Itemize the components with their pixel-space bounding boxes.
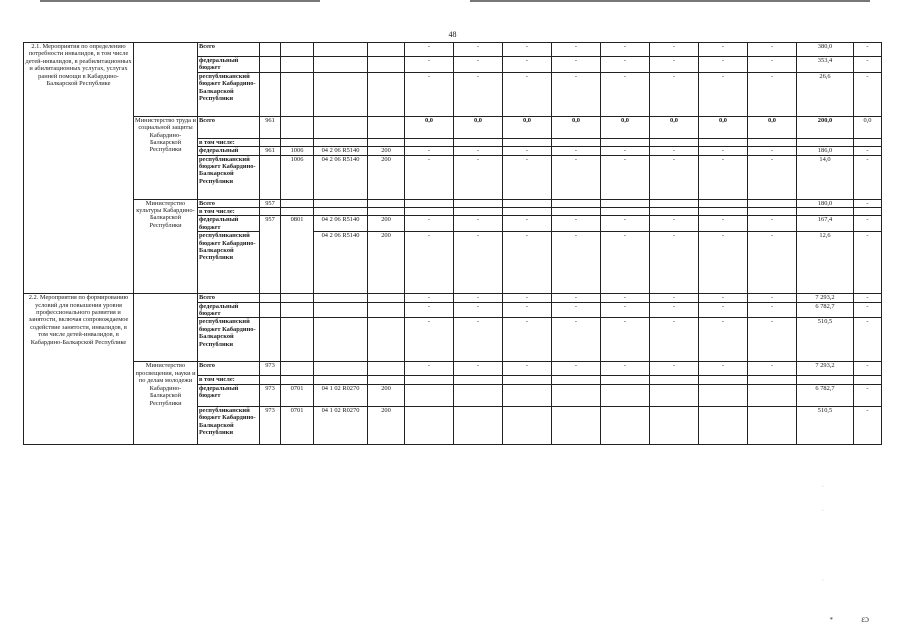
- funding-source: Всего: [198, 294, 260, 302]
- corner-mark: ɛɔ: [861, 614, 869, 624]
- year-value: -: [601, 216, 650, 232]
- extra-value: -: [854, 72, 882, 116]
- funding-source: Всего: [198, 199, 260, 207]
- extra-value: -: [854, 155, 882, 199]
- scan-edge-line-right: [470, 0, 870, 2]
- csr-code: [314, 318, 368, 362]
- year-value: [748, 384, 797, 406]
- rzpr-code: [281, 362, 314, 376]
- funding-source: Всего: [198, 362, 260, 376]
- year-value: -: [503, 216, 552, 232]
- year-value: [699, 384, 748, 406]
- year-value: [650, 384, 699, 406]
- csr-code: 04 1 02 R0270: [314, 384, 368, 406]
- total-value: 180,0: [797, 199, 854, 207]
- year-value: -: [748, 318, 797, 362]
- year-value: -: [650, 362, 699, 376]
- year-value: [552, 376, 601, 384]
- year-value: -: [601, 232, 650, 294]
- year-value: -: [405, 155, 454, 199]
- year-value: -: [650, 147, 699, 155]
- year-value: -: [748, 43, 797, 57]
- year-value: -: [601, 318, 650, 362]
- year-value: [405, 199, 454, 207]
- scan-speck: ·: [822, 578, 824, 584]
- year-value: -: [699, 57, 748, 73]
- year-value: -: [454, 72, 503, 116]
- csr-code: 04 2 06 R5140: [314, 147, 368, 155]
- vr-code: [368, 72, 405, 116]
- year-value: [601, 384, 650, 406]
- grbs-code: 961: [260, 147, 281, 155]
- year-value: -: [503, 43, 552, 57]
- vr-code: [368, 208, 405, 216]
- year-value: -: [699, 362, 748, 376]
- csr-code: [314, 43, 368, 57]
- year-value: -: [699, 147, 748, 155]
- year-value: [503, 384, 552, 406]
- year-value: -: [650, 72, 699, 116]
- total-value: 26,6: [797, 72, 854, 116]
- year-value: -: [405, 43, 454, 57]
- funding-source: Всего: [198, 116, 260, 138]
- year-value: -: [454, 318, 503, 362]
- year-value: [405, 208, 454, 216]
- responsible-executor: [134, 294, 198, 362]
- year-value: -: [454, 43, 503, 57]
- year-value: [454, 138, 503, 146]
- rzpr-code: 0701: [281, 384, 314, 406]
- vr-code: [368, 199, 405, 207]
- year-value: -: [405, 318, 454, 362]
- total-value: 6 782,7: [797, 384, 854, 406]
- rzpr-code: [281, 116, 314, 138]
- year-value: -: [503, 362, 552, 376]
- responsible-executor: [134, 43, 198, 117]
- table-row: [24, 362, 882, 376]
- year-value: -: [601, 155, 650, 199]
- vr-code: [368, 138, 405, 146]
- year-value: -: [748, 216, 797, 232]
- year-value: [454, 199, 503, 207]
- total-value: 7 293,2: [797, 362, 854, 376]
- year-value: -: [454, 216, 503, 232]
- scan-edge-line-left: [40, 0, 320, 2]
- year-value: [699, 406, 748, 444]
- csr-code: [314, 302, 368, 318]
- year-value: [454, 384, 503, 406]
- year-value: [650, 138, 699, 146]
- extra-value: -: [854, 294, 882, 302]
- year-value: -: [601, 57, 650, 73]
- table-row: [24, 294, 882, 302]
- year-value: -: [699, 72, 748, 116]
- year-value: -: [699, 155, 748, 199]
- year-value: -: [748, 147, 797, 155]
- vr-code: [368, 376, 405, 384]
- year-value: [405, 376, 454, 384]
- year-value: [748, 199, 797, 207]
- year-value: -: [601, 362, 650, 376]
- year-value: -: [503, 302, 552, 318]
- year-value: -: [503, 294, 552, 302]
- csr-code: 04 1 02 R0270: [314, 406, 368, 444]
- extra-value: -: [854, 43, 882, 57]
- year-value: -: [503, 155, 552, 199]
- csr-code: 04 2 06 R5140: [314, 232, 368, 294]
- year-value: -: [503, 147, 552, 155]
- year-value: [601, 406, 650, 444]
- year-value: -: [650, 43, 699, 57]
- grbs-code: [260, 302, 281, 318]
- csr-code: 04 2 06 R5140: [314, 216, 368, 232]
- year-value: [748, 406, 797, 444]
- year-value: -: [503, 232, 552, 294]
- responsible-executor: Министерство просвещения, науки и по делам молодежи Кабардино-Балкарской Республики: [134, 362, 198, 444]
- total-value: 510,5: [797, 406, 854, 444]
- funding-source: федеральный: [198, 147, 260, 155]
- csr-code: [314, 138, 368, 146]
- total-value: [797, 376, 854, 384]
- grbs-code: [260, 376, 281, 384]
- year-value: 0,0: [454, 116, 503, 138]
- year-value: [601, 138, 650, 146]
- extra-value: -: [854, 216, 882, 232]
- year-value: [405, 384, 454, 406]
- year-value: [699, 208, 748, 216]
- year-value: -: [699, 318, 748, 362]
- year-value: [552, 138, 601, 146]
- year-value: [552, 406, 601, 444]
- year-value: -: [748, 155, 797, 199]
- grbs-code: [260, 155, 281, 199]
- vr-code: [368, 294, 405, 302]
- year-value: -: [601, 294, 650, 302]
- vr-code: 200: [368, 155, 405, 199]
- year-value: -: [503, 57, 552, 73]
- year-value: -: [552, 294, 601, 302]
- page-number: 48: [448, 30, 457, 39]
- year-value: [748, 138, 797, 146]
- year-value: 0,0: [650, 116, 699, 138]
- year-value: -: [405, 302, 454, 318]
- year-value: -: [405, 232, 454, 294]
- rzpr-code: 0801: [281, 216, 314, 294]
- total-value: 12,6: [797, 232, 854, 294]
- grbs-code: 961: [260, 116, 281, 138]
- extra-value: [854, 376, 882, 384]
- year-value: -: [454, 155, 503, 199]
- extra-value: 0,0: [854, 116, 882, 138]
- funding-source: в том числе:: [198, 208, 260, 216]
- year-value: -: [552, 57, 601, 73]
- year-value: -: [699, 43, 748, 57]
- activity-description: 2.1. Мероприятия по определению потребности инвалидов, в том числе детей-инвалидов, в реабилитационных и абилитационных услугах, услугах ранней помощи в Кабардино-Балкарской Республике: [24, 43, 134, 294]
- extra-value: -: [854, 362, 882, 376]
- scan-speck: ·: [822, 508, 824, 514]
- funding-source: республиканский бюджет Кабардино-Балкарской Республики: [198, 318, 260, 362]
- funding-source: в том числе:: [198, 138, 260, 146]
- grbs-code: [260, 138, 281, 146]
- grbs-code: 957: [260, 216, 281, 294]
- year-value: -: [601, 302, 650, 318]
- year-value: -: [650, 232, 699, 294]
- year-value: -: [552, 302, 601, 318]
- year-value: -: [748, 294, 797, 302]
- year-value: [699, 376, 748, 384]
- year-value: -: [552, 147, 601, 155]
- scan-speck: ·: [822, 484, 824, 490]
- year-value: 0,0: [699, 116, 748, 138]
- year-value: -: [552, 43, 601, 57]
- total-value: 353,4: [797, 57, 854, 73]
- year-value: -: [748, 72, 797, 116]
- vr-code: 200: [368, 216, 405, 232]
- year-value: [503, 208, 552, 216]
- year-value: -: [405, 147, 454, 155]
- vr-code: [368, 302, 405, 318]
- year-value: -: [748, 362, 797, 376]
- table-row: [24, 116, 882, 138]
- year-value: -: [405, 294, 454, 302]
- total-value: [797, 208, 854, 216]
- year-value: -: [454, 232, 503, 294]
- year-value: -: [699, 302, 748, 318]
- total-value: 6 782,7: [797, 302, 854, 318]
- activity-description: 2.2. Мероприятия по формированию условий для повышения уровня профессионального развития и занятости, включая сопровождаемое содействие занятости, инвалидов, в том числе детей-инвалидов, в Кабардино-Балкарской Республике: [24, 294, 134, 445]
- extra-value: [854, 208, 882, 216]
- year-value: -: [748, 232, 797, 294]
- funding-source: республиканский бюджет Кабардино-Балкарской Республики: [198, 72, 260, 116]
- funding-source: федеральный бюджет: [198, 302, 260, 318]
- funding-source: в том числе:: [198, 376, 260, 384]
- year-value: -: [650, 318, 699, 362]
- extra-value: -: [854, 199, 882, 207]
- rzpr-code: [281, 302, 314, 318]
- grbs-code: [260, 43, 281, 57]
- year-value: [699, 199, 748, 207]
- total-value: 380,0: [797, 43, 854, 57]
- corner-mark-small: *: [829, 616, 833, 624]
- year-value: -: [699, 216, 748, 232]
- rzpr-code: 0701: [281, 406, 314, 444]
- vr-code: [368, 362, 405, 376]
- year-value: -: [552, 362, 601, 376]
- csr-code: [314, 294, 368, 302]
- vr-code: 200: [368, 232, 405, 294]
- table-row: [24, 43, 882, 57]
- rzpr-code: [281, 294, 314, 302]
- year-value: [405, 406, 454, 444]
- year-value: -: [552, 232, 601, 294]
- year-value: [503, 199, 552, 207]
- year-value: 0,0: [405, 116, 454, 138]
- total-value: 14,0: [797, 155, 854, 199]
- csr-code: [314, 199, 368, 207]
- year-value: -: [650, 216, 699, 232]
- year-value: -: [454, 294, 503, 302]
- extra-value: -: [854, 147, 882, 155]
- csr-code: [314, 116, 368, 138]
- grbs-code: [260, 72, 281, 116]
- extra-value: -: [854, 232, 882, 294]
- extra-value: -: [854, 318, 882, 362]
- year-value: [454, 406, 503, 444]
- rzpr-code: [281, 57, 314, 73]
- grbs-code: [260, 57, 281, 73]
- vr-code: 200: [368, 384, 405, 406]
- grbs-code: 973: [260, 384, 281, 406]
- year-value: -: [552, 155, 601, 199]
- vr-code: [368, 43, 405, 57]
- funding-source: федеральный бюджет: [198, 384, 260, 406]
- total-value: 200,0: [797, 116, 854, 138]
- year-value: [552, 199, 601, 207]
- vr-code: 200: [368, 147, 405, 155]
- year-value: -: [699, 232, 748, 294]
- year-value: -: [552, 72, 601, 116]
- rzpr-code: [281, 43, 314, 57]
- year-value: -: [748, 57, 797, 73]
- year-value: [454, 208, 503, 216]
- extra-value: -: [854, 302, 882, 318]
- year-value: -: [503, 72, 552, 116]
- csr-code: [314, 57, 368, 73]
- rzpr-code: [281, 72, 314, 116]
- funding-source: федеральный бюджет: [198, 216, 260, 232]
- table-row: [24, 199, 882, 207]
- year-value: [454, 376, 503, 384]
- year-value: -: [405, 57, 454, 73]
- rzpr-code: 1006: [281, 155, 314, 199]
- budget-table: [23, 42, 882, 445]
- year-value: [650, 199, 699, 207]
- rzpr-code: [281, 138, 314, 146]
- year-value: -: [601, 147, 650, 155]
- total-value: 186,0: [797, 147, 854, 155]
- grbs-code: 957: [260, 199, 281, 207]
- funding-source: Всего: [198, 43, 260, 57]
- year-value: 0,0: [503, 116, 552, 138]
- grbs-code: [260, 294, 281, 302]
- year-value: -: [405, 216, 454, 232]
- year-value: -: [650, 302, 699, 318]
- year-value: -: [552, 318, 601, 362]
- year-value: [650, 376, 699, 384]
- extra-value: -: [854, 384, 882, 406]
- year-value: [503, 138, 552, 146]
- year-value: -: [405, 72, 454, 116]
- total-value: 7 293,2: [797, 294, 854, 302]
- grbs-code: [260, 318, 281, 362]
- year-value: -: [454, 362, 503, 376]
- rzpr-code: 1006: [281, 147, 314, 155]
- year-value: [552, 384, 601, 406]
- year-value: -: [552, 216, 601, 232]
- funding-source: федеральный бюджет: [198, 57, 260, 73]
- year-value: -: [405, 362, 454, 376]
- year-value: -: [650, 294, 699, 302]
- responsible-executor: Министерство культуры Кабардино-Балкарской Республики: [134, 199, 198, 294]
- year-value: [748, 208, 797, 216]
- rzpr-code: [281, 376, 314, 384]
- year-value: [748, 376, 797, 384]
- grbs-code: 973: [260, 362, 281, 376]
- year-value: -: [601, 72, 650, 116]
- year-value: -: [503, 318, 552, 362]
- year-value: [650, 208, 699, 216]
- grbs-code: [260, 208, 281, 216]
- year-value: [503, 406, 552, 444]
- funding-source: республиканский бюджет Кабардино-Балкарской Республики: [198, 155, 260, 199]
- year-value: [552, 208, 601, 216]
- year-value: -: [601, 43, 650, 57]
- csr-code: 04 2 06 R5140: [314, 155, 368, 199]
- year-value: [601, 208, 650, 216]
- year-value: 0,0: [748, 116, 797, 138]
- extra-value: [854, 138, 882, 146]
- year-value: [601, 376, 650, 384]
- vr-code: [368, 318, 405, 362]
- rzpr-code: [281, 208, 314, 216]
- year-value: -: [650, 155, 699, 199]
- vr-code: [368, 57, 405, 73]
- funding-source: республиканский бюджет Кабардино-Балкарской Республики: [198, 232, 260, 294]
- year-value: -: [699, 294, 748, 302]
- year-value: -: [454, 147, 503, 155]
- year-value: [650, 406, 699, 444]
- responsible-executor: Министерство труда и социальной защиты Кабардино-Балкарской Республики: [134, 116, 198, 199]
- csr-code: [314, 376, 368, 384]
- csr-code: [314, 208, 368, 216]
- csr-code: [314, 362, 368, 376]
- total-value: 167,4: [797, 216, 854, 232]
- rzpr-code: [281, 199, 314, 207]
- year-value: [601, 199, 650, 207]
- year-value: -: [454, 57, 503, 73]
- year-value: -: [748, 302, 797, 318]
- year-value: 0,0: [601, 116, 650, 138]
- extra-value: -: [854, 57, 882, 73]
- year-value: [405, 138, 454, 146]
- vr-code: [368, 116, 405, 138]
- grbs-code: 973: [260, 406, 281, 444]
- extra-value: -: [854, 406, 882, 444]
- year-value: [503, 376, 552, 384]
- year-value: [699, 138, 748, 146]
- year-value: -: [454, 302, 503, 318]
- total-value: 510,5: [797, 318, 854, 362]
- csr-code: [314, 72, 368, 116]
- total-value: [797, 138, 854, 146]
- vr-code: 200: [368, 406, 405, 444]
- year-value: 0,0: [552, 116, 601, 138]
- funding-source: республиканский бюджет Кабардино-Балкарской Республики: [198, 406, 260, 444]
- year-value: -: [650, 57, 699, 73]
- rzpr-code: [281, 318, 314, 362]
